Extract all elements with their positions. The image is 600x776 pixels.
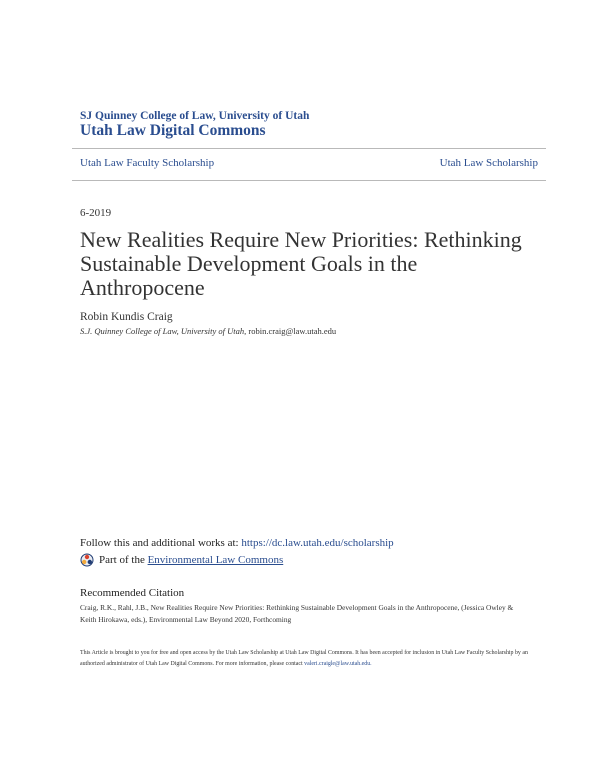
article-title: New Realities Require New Priorities: Rethinking Sustainable Development Goals in the Anthropocene	[80, 227, 522, 300]
environmental-law-commons-link[interactable]: Environmental Law Commons	[147, 554, 284, 566]
affiliation-text: S.J. Quinney College of Law, University of Utah	[80, 326, 245, 336]
contact-email-link[interactable]: valeri.craigle@law.utah.edu.	[304, 661, 372, 667]
part-of-label: Part of the	[99, 554, 145, 566]
divider	[72, 180, 546, 181]
nav-faculty-scholarship[interactable]: Utah Law Faculty Scholarship	[80, 157, 215, 169]
citation-text: Craig, R.K., Rahl, J.B., New Realities Require New Priorities: Rethinking Sustainable Development Goals in the Anthropocene, (Jessica Owley & Keith Hirokawa, eds.), Environmental Law Beyond 2020, Forthcoming	[80, 603, 514, 624]
repository-name[interactable]: Utah Law Digital Commons	[80, 122, 266, 139]
author-name: Robin Kundis Craig	[80, 311, 173, 323]
part-of-line	[80, 553, 283, 567]
divider	[72, 148, 546, 149]
author-affiliation: S.J. Quinney College of Law, University of Utah, robin.craig@law.utah.edu	[80, 326, 337, 336]
publication-date: 6-2019	[80, 207, 112, 219]
commons-network-icon	[80, 553, 94, 567]
footer-note	[80, 648, 528, 670]
nav-law-scholarship[interactable]: Utah Law Scholarship	[439, 157, 538, 169]
follow-link[interactable]: https://dc.law.utah.edu/scholarship	[241, 537, 394, 549]
follow-label: Follow this and additional works at:	[80, 537, 239, 549]
footer-text: This Article is brought to you for free and open access by the Utah Law Scholarship at Utah Law Digital Commons. It has been accepted for inclusion in Utah Law Faculty Scholarship by an authorized administrator of Utah Law Digital Commons. For more information, please contact	[80, 650, 528, 667]
follow-line	[80, 537, 394, 549]
institution-name: SJ Quinney College of Law, University of Utah	[80, 110, 310, 122]
author-email: robin.craig@law.utah.edu	[248, 326, 337, 336]
citation-heading: Recommended Citation	[80, 587, 185, 599]
